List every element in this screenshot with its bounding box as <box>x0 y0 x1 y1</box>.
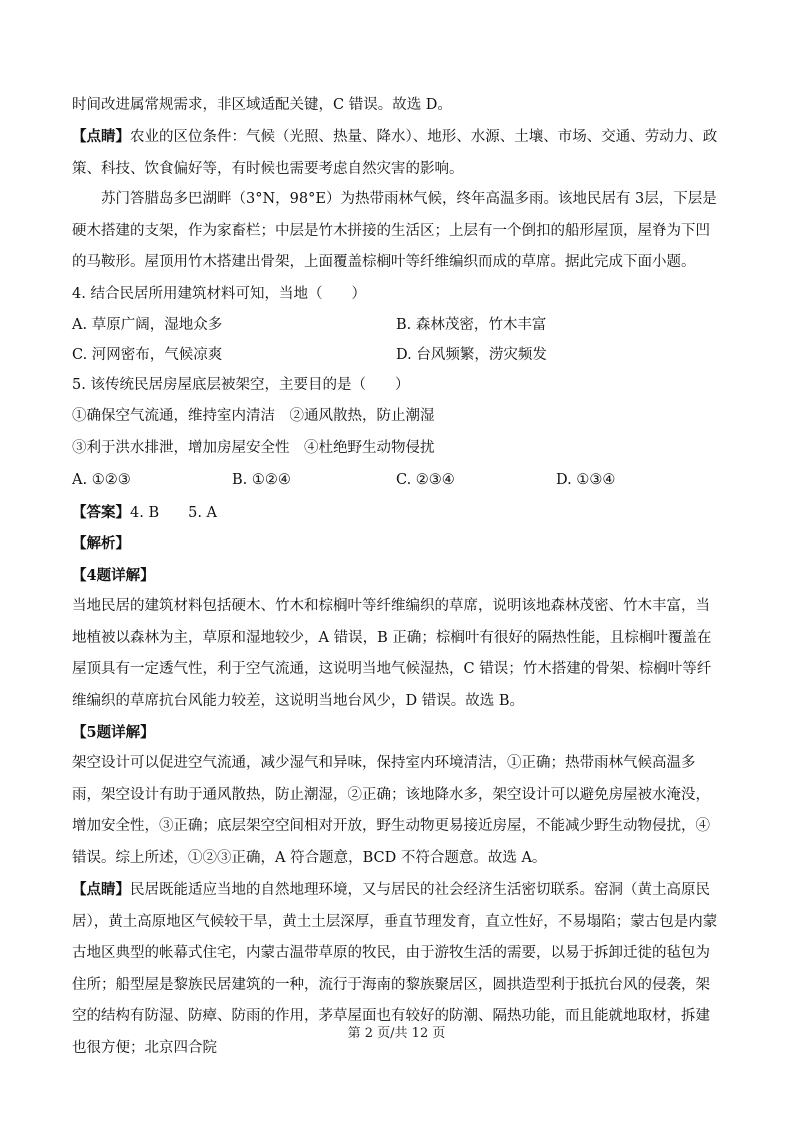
question-5-stem <box>72 370 724 402</box>
question-5-option-b: B. ①②④ <box>232 472 291 488</box>
detail-5-tag: 【5题详解】 <box>72 724 155 741</box>
answer-tag: 【答案】 <box>72 504 130 521</box>
continued-text-content: 时间改进属常规需求，非区域适配关键，C 错误。故选 D。 <box>72 97 452 113</box>
question-intro <box>72 184 724 279</box>
continued-text <box>72 90 724 122</box>
question-4-option-c: C. 河网密布，气候凉爽 <box>72 347 223 363</box>
detail-5-text: 架空设计可以促进空气流通，减少湿气和异味，保持室内环境清洁，①正确；热带雨林气候高温多雨，架空设计有助于通风散热，防止潮湿，②正确；该地降水多，架空设计可以避免房屋被水淹没，增加安全性，③正确；底层架空空间相对开放，野生动物更易接近房屋，不能减少野生动物侵扰，④错误。综上所述，①②③正确，A 符合题意，BCD 不符合题意。故选 A。 <box>72 755 710 866</box>
question-5-option-a: A. ①②③ <box>72 472 131 488</box>
analysis-heading <box>72 528 724 561</box>
question-4-option-b: B. 森林茂密，竹木丰富 <box>396 317 547 333</box>
key-point-2-text: 民居既能适应当地的自然地理环境，又与居民的社会经济生活密切联系。窑洞（黄土高原民居），黄土高原地区气候较干旱，黄土土层深厚，垂直节理发育，直立性好，不易塌陷；蒙古包是内蒙古地区典型的帐幕式住宅，内蒙古温带草原的牧民，由于游牧生活的需要，以易于拆卸迁徙的毡包为住所；船型屋是黎族民居建筑的一种，流行于海南的黎族聚居区，圆拱造型利于抵抗台风的侵袭，架空的结构有防湿、防瘴、防雨的作用，茅草屋面也有较好的防潮、隔热功能，而且能就地取材，拆建也很方便；北京四合院 <box>72 882 718 1056</box>
question-4-option-a: A. 草原广阔，湿地众多 <box>72 317 223 333</box>
question-5-stem-text: 5. 该传统民居房屋底层被架空，主要目的是（ ） <box>72 377 410 393</box>
detail-4-body <box>72 591 724 717</box>
detail-4-tag: 【4题详解】 <box>72 567 155 584</box>
question-5-items-1 <box>72 401 724 433</box>
detail-4-text: 当地民居的建筑材料包括硬木、竹木和棕榈叶等纤维编织的草席，说明该地森林茂密、竹木丰富，当地植被以森林为主，草原和湿地较少，A 错误，B 正确；棕榈叶有很好的隔热性能，且棕榈叶覆盖在屋顶具有一定透气性，利于空气流通，这说明当地气候湿热，C 错误；竹木搭建的骨架、棕榈叶等纤维编织的草席抗台风能力较差，这说明当地台风少，D 错误。故选 B。 <box>72 598 712 709</box>
question-5-items-1-text: ①确保空气流通，维持室内清洁 ②通风散热，防止潮湿 <box>72 408 435 424</box>
answer-text: 4. B 5. A <box>130 505 218 521</box>
key-point-2-tag: 【点睛】 <box>72 881 130 898</box>
question-4-stem <box>72 279 724 311</box>
question-4-option-d: D. 台风频繁，涝灾频发 <box>396 347 547 363</box>
key-point-1 <box>72 121 724 185</box>
key-point-1-tag: 【点睛】 <box>72 128 130 145</box>
question-5-items-2 <box>72 433 724 465</box>
detail-5-body <box>72 748 724 874</box>
answer-line <box>72 497 724 530</box>
question-4-stem-text: 4. 结合民居所用建筑材料可知，当地（ ） <box>72 286 366 302</box>
detail-5-heading <box>72 717 724 750</box>
page-footer: 第 2 页/共 12 页 <box>347 1026 446 1041</box>
question-5-option-d: D. ①③④ <box>556 472 616 488</box>
question-5-option-c: C. ②③④ <box>396 472 455 488</box>
analysis-tag: 【解析】 <box>72 535 130 552</box>
key-point-1-text: 农业的区位条件：气候（光照、热量、降水）、地形、水源、土壤、市场、交通、劳动力、政策、科技、饮食偏好等，有时候也需要考虑自然灾害的影响。 <box>72 129 718 177</box>
detail-4-heading <box>72 560 724 593</box>
question-intro-text: 苏门答腊岛多巴湖畔（3°N，98°E）为热带雨林气候，终年高温多雨。该地民居有 3层，下层是硬木搭建的支架，作为家畜栏；中层是竹木拼接的生活区；上层有一个倒扣的船形屋顶，屋脊为下凹的马鞍形。屋顶用竹木搭建出骨架，上面覆盖棕榈叶等纤维编织而成的草席。据此完成下面小题。 <box>72 191 717 270</box>
question-5-items-2-text: ③利于洪水排泄，增加房屋安全性 ④杜绝野生动物侵扰 <box>72 440 435 456</box>
